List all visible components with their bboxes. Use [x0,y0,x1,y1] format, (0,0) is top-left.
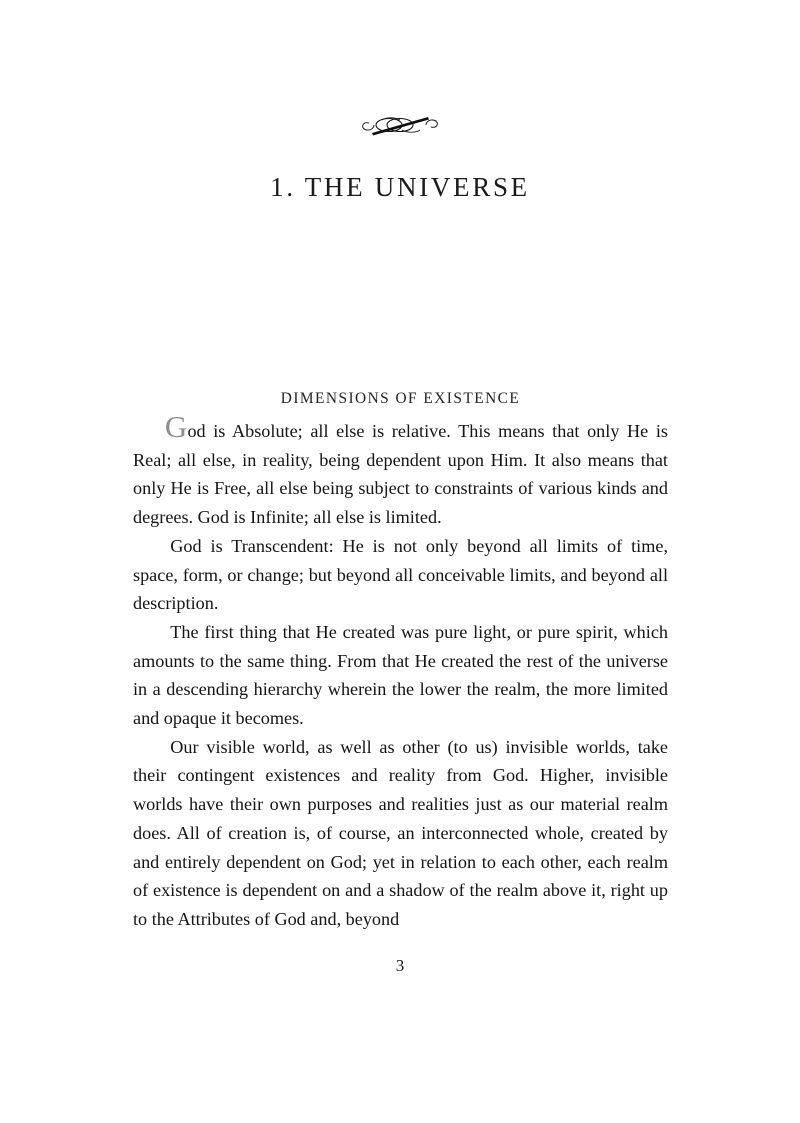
paragraph-2: God is Transcendent: He is not only beyond all limits of time, space, form, or change; but beyond all conceivable limits, and beyond all description. [133,535,668,614]
section-heading: DIMENSIONS OF EXISTENCE [280,390,521,407]
chapter-title: 1. THE UNIVERSE [270,172,530,202]
paragraph-1 [133,409,668,532]
page-number: 3 [395,956,405,975]
chapter-ornament [0,106,800,144]
initial-cap: G [164,409,188,444]
paragraph-1-text: od is Absolute; all else is relative. This means that only He is Real; all else, in reality, being dependent upon Him. It also means that only He is Free, all else being subject to constraints of various kinds and degrees. God is Infinite; all else is limited. [133,421,668,528]
body-text-column [133,390,668,934]
paragraph-3: The first thing that He created was pure light, or pure spirit, which amounts to the same thing. From that He created the rest of the universe in a descending hierarchy wherein the lower the realm, the more limited and opaque it becomes. [133,621,668,729]
paragraph-4: Our visible world, as well as other (to us) invisible worlds, take their contingent existences and reality from God. Higher, invisible worlds have their own purposes and realities just as our material realm does. All of creation is, of course, an interconnected whole, created by and entirely dependent on God; yet in relation to each other, each realm of existence is dependent on and a shadow of the realm above it, right up to the Attributes of God and, beyond [133,736,668,929]
calligraphic-flourish-icon [352,110,448,140]
